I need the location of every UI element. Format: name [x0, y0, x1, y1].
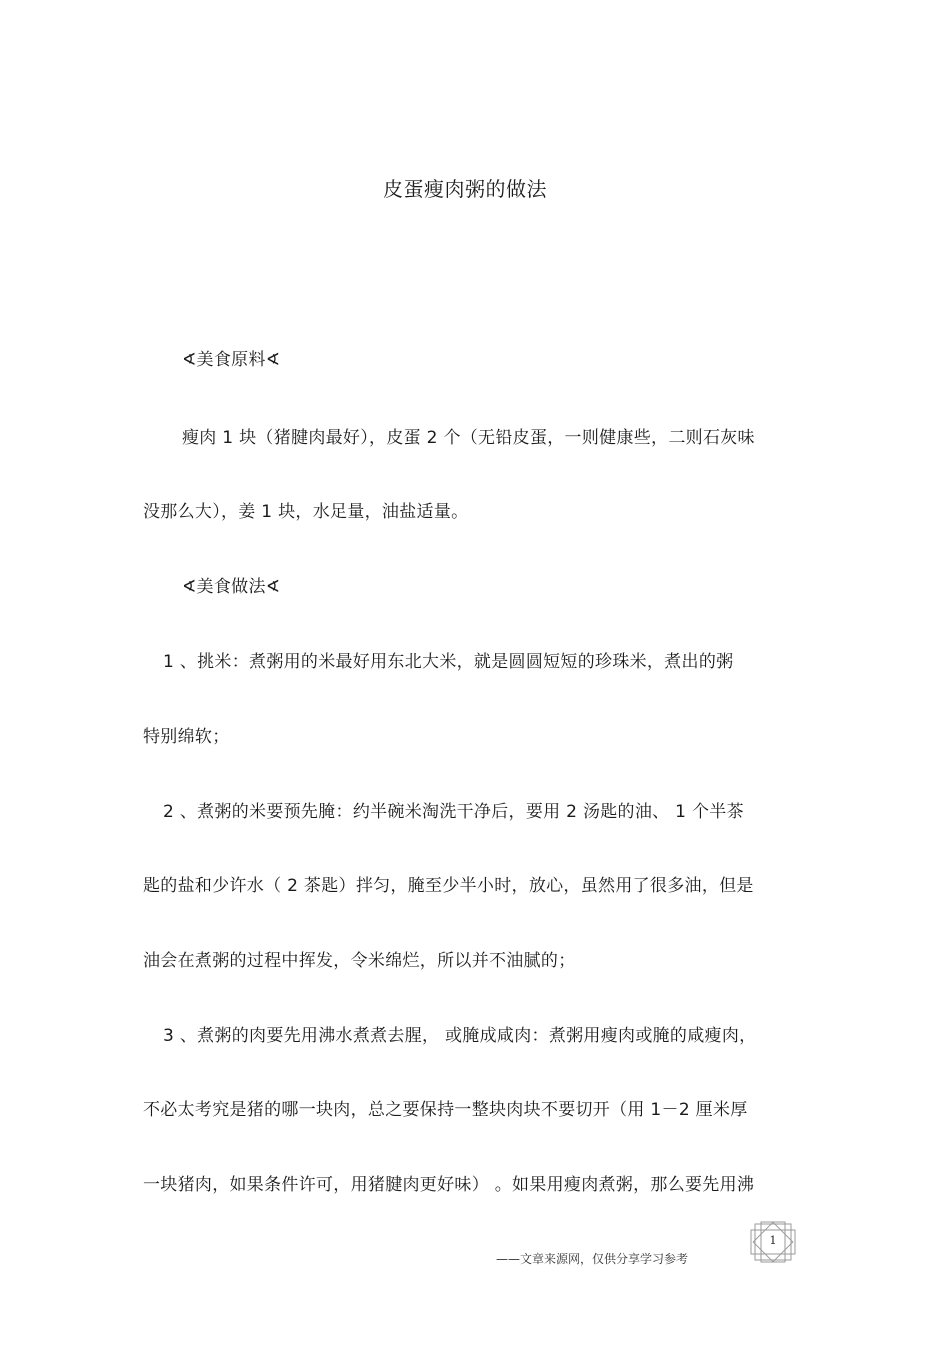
- paragraph-line: 瘦肉 1 块（猪腱肉最好），皮蛋 2 个（无铅皮蛋，一则健康些，二则石灰味: [182, 428, 755, 448]
- section-heading-method: ∢美食做法∢: [182, 577, 281, 597]
- paragraph-line: 匙的盐和少许水（ 2 茶匙）拌匀，腌至少半小时，放心，虽然用了很多油，但是: [143, 876, 754, 896]
- paragraph-line: 特别绵软；: [143, 727, 230, 747]
- section-heading-ingredients: ∢美食原料∢: [182, 350, 281, 370]
- page-title: 皮蛋瘦肉粥的做法: [383, 177, 547, 201]
- paragraph-line: 油会在煮粥的过程中挥发，令米绵烂，所以并不油腻的；: [143, 951, 576, 971]
- paragraph-line: 3 、煮粥的肉要先用沸水煮煮去腥， 或腌成咸肉：煮粥用瘦肉或腌的咸瘦肉，: [163, 1026, 757, 1046]
- paragraph-line: 不必太考究是猪的哪一块肉，总之要保持一整块肉块不要切开（用 1－2 厘米厚: [143, 1100, 748, 1120]
- paragraph-line: 没那么大），姜 1 块，水足量，油盐适量。: [143, 502, 469, 522]
- page-number: 1: [769, 1234, 777, 1247]
- footer-source-text: ——文章来源网，仅供分享学习参考: [496, 1252, 689, 1266]
- paragraph-line: 2 、煮粥的米要预先腌：约半碗米淘洗干净后，要用 2 汤匙的油、 1 个半茶: [163, 802, 744, 822]
- paragraph-line: 1 、挑米：煮粥用的米最好用东北大米，就是圆圆短短的珍珠米，煮出的粥: [163, 652, 734, 672]
- paragraph-line: 一块猪肉，如果条件许可，用猪腱肉更好味） 。如果用瘦肉煮粥，那么要先用沸: [143, 1175, 755, 1195]
